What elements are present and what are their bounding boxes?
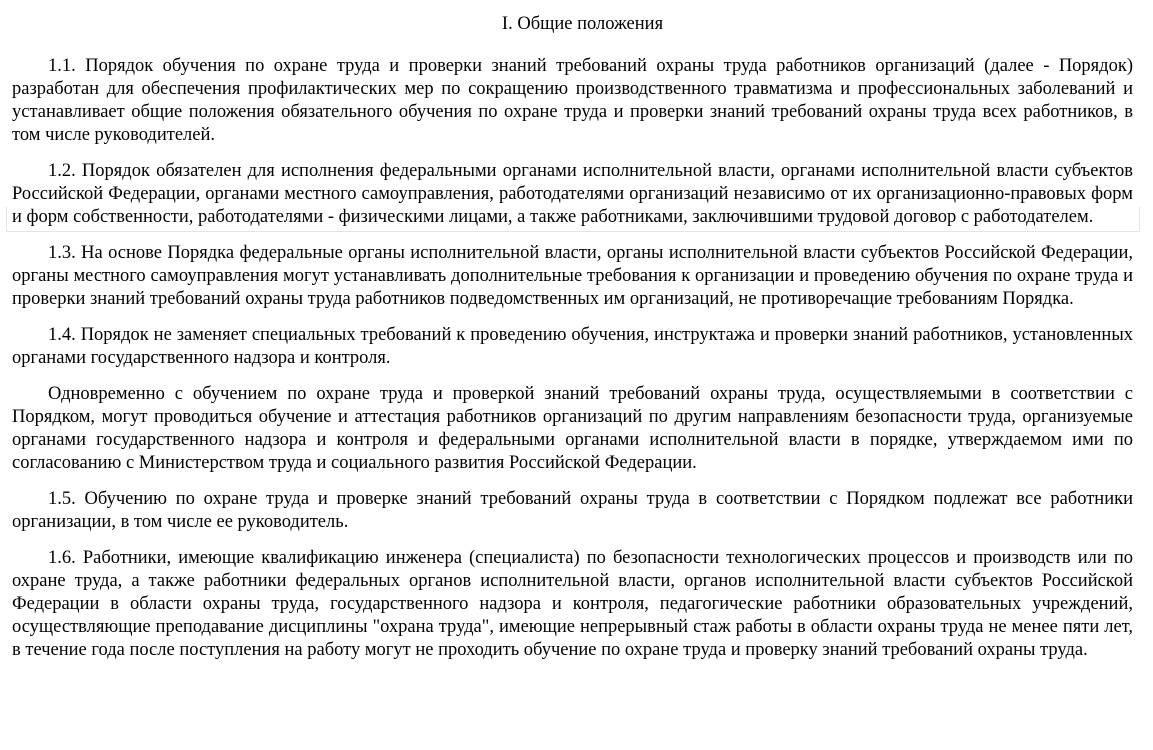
paragraph-1-4: 1.4. Порядок не заменяет специальных требований к проведению обучения, инструктажа и проверки знаний работников, установленных органами государственного надзора и контроля. bbox=[12, 325, 1133, 368]
paragraph-1-5: 1.5. Обучению по охране труда и проверке знаний требований охраны труда в соответствии с Порядком подлежат все работники организации, в том числе ее руководитель. bbox=[12, 489, 1133, 532]
document-body bbox=[12, 13, 1133, 675]
paragraph-1-2: 1.2. Порядок обязателен для исполнения федеральными органами исполнительной власти, органами исполнительной власти субъектов Российской Федерации, органами местного самоуправления, работодателями организаций независимо от их организационно-правовых форм и форм собственности, работодателями - физическими лицами, а также работниками, заключившими трудовой договор с работодателем. bbox=[12, 161, 1133, 227]
paragraph-1-4-continued: Одновременно с обучением по охране труда и проверкой знаний требований охраны труда, осуществляемыми в соответствии с Порядком, могут проводиться обучение и аттестация работников организаций по другим направлениям безопасности труда, организуемые органами государственного надзора и контроля и федеральными органами исполнительной власти в порядке, утверждаемом ими по согласованию с Министерством труда и социального развития Российской Федерации. bbox=[12, 384, 1133, 473]
section-heading: I. Общие положения bbox=[501, 14, 664, 34]
paragraph-1-6: 1.6. Работники, имеющие квалификацию инженера (специалиста) по безопасности технологических процессов и производств или по охране труда, а также работники федеральных органов исполнительной власти, органов исполнительной власти субъектов Российской Федерации в области охраны труда, государственного надзора и контроля, педагогические работники образовательных учреждений, осуществляющие преподавание дисциплины "охрана труда", имеющие непрерывный стаж работы в области охраны труда не менее пяти лет, в течение года после поступления на работу могут не проходить обучение по охране труда и проверку знаний требований охраны труда. bbox=[12, 548, 1133, 660]
paragraph-1-1: 1.1. Порядок обучения по охране труда и проверки знаний требований охраны труда работников организаций (далее - Порядок) разработан для обеспечения профилактических мер по сокращению производственного травматизма и профессиональных заболеваний и устанавливает общие положения обязательного обучения по охране труда и проверки знаний требований охраны труда всех работников, в том числе руководителей. bbox=[12, 56, 1133, 145]
paragraph-1-3: 1.3. На основе Порядка федеральные органы исполнительной власти, органы исполнительной власти субъектов Российской Федерации, органы местного самоуправления могут устанавливать дополнительные требования к организации и проведению обучения по охране труда и проверки знаний требований охраны труда работников подведомственных им организаций, не противоречащие требованиям Порядка. bbox=[12, 243, 1133, 309]
